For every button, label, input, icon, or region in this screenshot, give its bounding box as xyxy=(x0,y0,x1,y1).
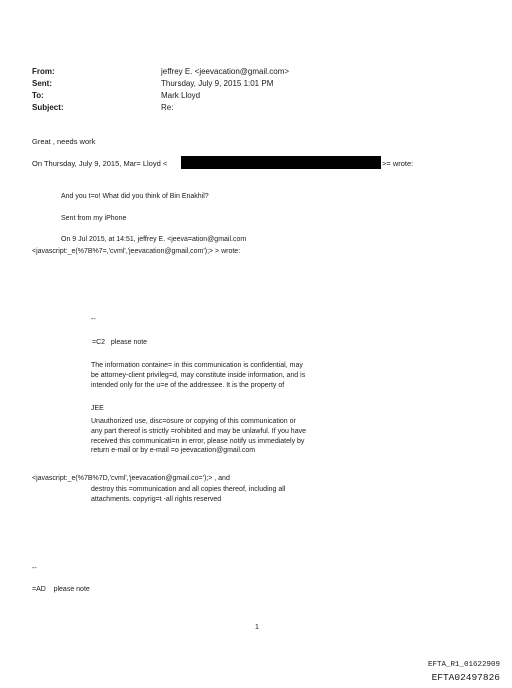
redaction-bar xyxy=(181,156,381,169)
bates-ref-2: EFTA02497826 xyxy=(431,672,500,683)
disclaimer-paragraph-2: Unauthorized use, disc=osure or copying of this communication or any part thereof is strictly =rohibited and may be unlawful. If you have received this communicati=n in error, please notify us immediately by return e-mail or by e-mail =o jeevacation@gmail.com xyxy=(91,418,306,455)
sent-value: Thursday, July 9, 2015 1:01 PM xyxy=(161,79,274,88)
disclaimer-paragraph-1: The information containe= in this communication is confidential, may be attorney-client privileg=d, may constitute inside information, and is intended only for the u=e of the addressee. It is the property of xyxy=(91,362,306,389)
from-label: From: xyxy=(32,67,55,76)
quote-intro-left: On Thursday, July 9, 2015, Mar= Lloyd < xyxy=(32,159,168,168)
signature: Sent from my iPhone xyxy=(61,215,127,222)
from-value: jeffrey E. <jeevacation@gmail.com> xyxy=(161,67,290,76)
disclaimer-paragraph-3: destroy this =ommunication and all copies thereof, including all attachments. copyrig=t -all rights reserved xyxy=(91,486,286,503)
separator-dashes-2: -- xyxy=(32,565,37,572)
disclaimer-jee: JEE xyxy=(91,405,104,412)
subject-label: Subject: xyxy=(32,103,64,112)
to-label: To: xyxy=(32,91,44,100)
nested-intro-2: <javascript:_e(%7B%7=,'cvml','jeevacation@gmail.com');> > wrote: xyxy=(32,248,241,255)
ad-note: =AD please note xyxy=(32,586,90,593)
reply-line: Great , needs work xyxy=(32,137,96,146)
sent-label: Sent: xyxy=(32,79,52,88)
reply-message: And you t=o! What did you think of Bin Enakhil? xyxy=(61,193,209,200)
nested-intro-1: On 9 Jul 2015, at 14:51, jeffrey E. <jeeva=ation@gmail.com xyxy=(61,236,247,243)
disclaimer-javascript-link: <javascript:_e(%7B%7D,'cvml','jeevacation@gmail.co=');> , and xyxy=(32,475,230,482)
c2-note: =C2 please note xyxy=(92,339,148,346)
subject-value: Re: xyxy=(161,103,174,112)
quote-intro-right: >= wrote: xyxy=(382,159,414,168)
page-number: 1 xyxy=(255,624,259,631)
to-value: Mark Lloyd xyxy=(161,91,201,100)
separator-dashes-1: -- xyxy=(91,316,96,323)
bates-ref-1: EFTA_R1_01622909 xyxy=(427,661,500,669)
